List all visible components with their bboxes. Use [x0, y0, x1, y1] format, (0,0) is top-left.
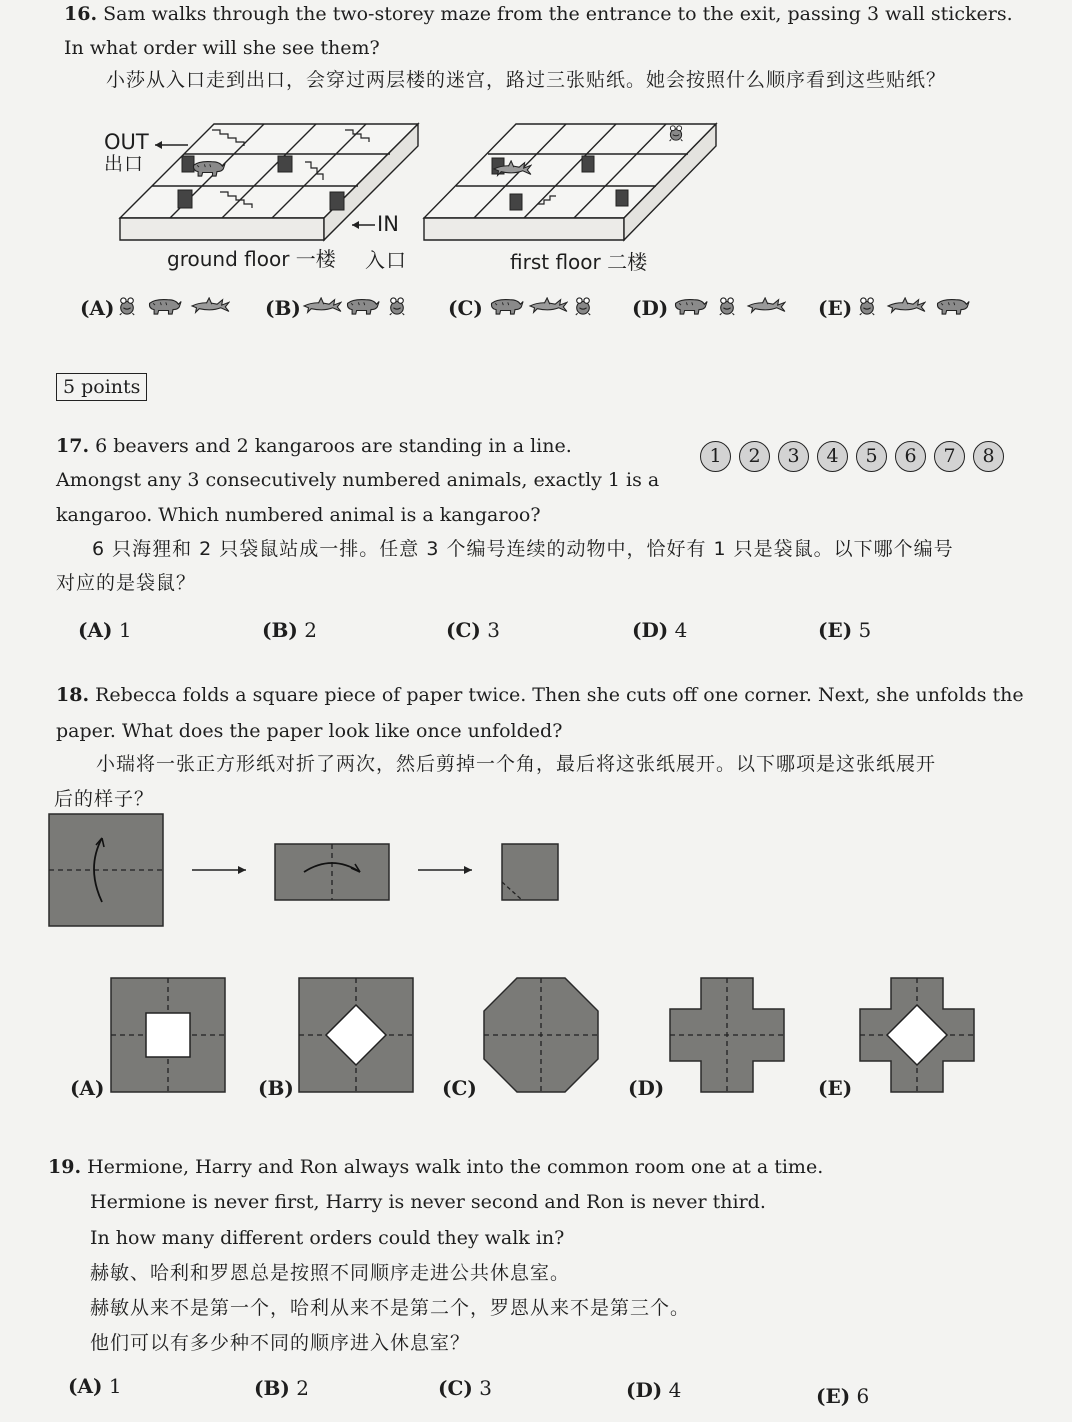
- q16-option-d-label: (D): [632, 296, 669, 320]
- q16-option-d[interactable]: [632, 298, 668, 318]
- q17-option-b-value: 2: [304, 618, 317, 642]
- ground-floor-label: ground floor 一楼: [167, 247, 336, 271]
- q17-option-c[interactable]: [446, 620, 500, 640]
- q17-line1: [56, 437, 572, 456]
- first-floor-label: first floor 二楼: [510, 250, 648, 274]
- out-label: OUT: [104, 130, 149, 154]
- q17-option-b-label: (B): [262, 618, 298, 642]
- in-label: IN: [377, 212, 399, 236]
- q17-number-circles: [700, 441, 1010, 475]
- q18-cn-line2: 后的样子？: [54, 788, 155, 810]
- shark-icon: [192, 298, 229, 312]
- rhino-icon: [675, 300, 707, 315]
- q19-option-c-value: 3: [479, 1376, 492, 1400]
- q16-option-e-label: (E): [818, 296, 853, 320]
- out-cn-label: 出口: [104, 153, 145, 175]
- frog-icon: [720, 298, 734, 315]
- first-floor-maze: [420, 118, 720, 246]
- q16-option-a[interactable]: [80, 298, 114, 318]
- q18-option-d[interactable]: (D): [628, 1076, 665, 1100]
- q17-option-b[interactable]: [262, 620, 317, 640]
- circle-7: 7: [934, 441, 965, 472]
- shark-icon: [748, 298, 785, 312]
- rhino-icon: [937, 300, 969, 315]
- q17-option-e-label: (E): [818, 618, 853, 642]
- rhino-icon: [149, 300, 181, 315]
- q19-cn-line1: 赫敏、哈利和罗恩总是按照不同顺序走进公共休息室。: [90, 1262, 571, 1284]
- q17-number: 17.: [56, 435, 90, 457]
- circle-6: 6: [895, 441, 926, 472]
- q19-option-d-value: 4: [668, 1378, 682, 1402]
- q19-option-b-value: 2: [296, 1376, 309, 1400]
- q19-option-a[interactable]: [68, 1376, 122, 1396]
- q16-option-a-label: (A): [80, 296, 115, 320]
- q17-option-a[interactable]: [78, 620, 132, 640]
- q18-figure-d: [667, 975, 787, 1095]
- q19-line1: [48, 1158, 823, 1177]
- q17-option-c-label: (C): [446, 618, 481, 642]
- q16-option-a-icons: [118, 294, 238, 320]
- frog-icon: [860, 298, 874, 315]
- q19-en-line3: In how many different orders could they walk in?: [90, 1227, 565, 1249]
- q16-option-e-icons: [858, 294, 978, 320]
- q16-number: 16.: [64, 3, 98, 25]
- circle-1: 1: [700, 441, 731, 472]
- q19-option-d[interactable]: [626, 1380, 681, 1400]
- q16-option-d-icons: [672, 294, 792, 320]
- q16-cn: 小莎从入口走到出口，会穿过两层楼的迷宫，路过三张贴纸。她会按照什么顺序看到这些贴纸？: [106, 69, 947, 91]
- rhino-icon: [491, 300, 523, 315]
- q19-cn-line2: 赫敏从来不是第一个，哈利从来不是第二个，罗恩从来不是第三个。: [90, 1297, 691, 1319]
- q18-figure-b: [296, 975, 416, 1095]
- q16-en-line1: Sam walks through the two-storey maze from the entrance to the exit, passing 3 wall stickers.: [103, 3, 1013, 25]
- q17-option-a-value: 1: [118, 618, 132, 642]
- q17-option-d-label: (D): [632, 618, 669, 642]
- q17-option-e[interactable]: [818, 620, 871, 640]
- q17-option-a-label: (A): [78, 618, 113, 642]
- shark-icon: [304, 298, 341, 312]
- q16-option-c-label: (C): [448, 296, 483, 320]
- q19-option-a-label: (A): [68, 1374, 103, 1398]
- q18-line1: [56, 686, 1024, 705]
- q16-option-e[interactable]: [818, 298, 852, 318]
- q18-figure-a: [108, 975, 228, 1095]
- q19-en-line2: Hermione is never first, Harry is never second and Ron is never third.: [90, 1191, 766, 1213]
- circle-3: 3: [778, 441, 809, 472]
- q16-option-b-label: (B): [265, 296, 301, 320]
- q17-cn-line2: 对应的是袋鼠？: [56, 572, 197, 594]
- q18-en-line2: paper. What does the paper look like once unfolded?: [56, 720, 563, 742]
- circle-2: 2: [739, 441, 770, 472]
- frog-icon: [390, 298, 404, 315]
- q19-option-e-label: (E): [816, 1384, 851, 1408]
- q19-option-e-value: 6: [856, 1384, 870, 1408]
- q18-option-a[interactable]: (A): [70, 1076, 105, 1100]
- q18-en-line1: Rebecca folds a square piece of paper twice. Then she cuts off one corner. Next, she unfolds the: [95, 684, 1024, 706]
- q18-option-c[interactable]: (C): [442, 1076, 477, 1100]
- q19-option-c-label: (C): [438, 1376, 473, 1400]
- q17-option-d[interactable]: [632, 620, 687, 640]
- q16-en-line2: In what order will she see them?: [64, 37, 380, 59]
- q16-option-b-icons: [302, 294, 422, 320]
- q19-option-d-label: (D): [626, 1378, 663, 1402]
- q19-option-e[interactable]: [816, 1386, 869, 1406]
- ground-floor-in-cn: 入口: [365, 248, 407, 272]
- q17-option-d-value: 4: [674, 618, 688, 642]
- q17-cn-line1: 6 只海狸和 2 只袋鼠站成一排。任意 3 个编号连续的动物中，恰好有 1 只是袋鼠。以下哪个编号: [92, 538, 954, 560]
- q16-option-c[interactable]: [448, 298, 483, 318]
- q17-en-line2: Amongst any 3 consecutively numbered animals, exactly 1 is a: [56, 469, 660, 491]
- circle-5: 5: [856, 441, 887, 472]
- q19-option-b-label: (B): [254, 1376, 290, 1400]
- frog-icon: [120, 298, 134, 315]
- q17-en-line1: 6 beavers and 2 kangaroos are standing in a line.: [95, 435, 572, 457]
- shark-icon: [530, 298, 567, 312]
- q17-option-c-value: 3: [487, 618, 500, 642]
- q18-figure-e: [857, 975, 977, 1095]
- q16-line1: [64, 5, 1013, 24]
- q18-option-e[interactable]: (E): [818, 1076, 853, 1100]
- q17-en-line3: kangaroo. Which numbered animal is a kangaroo?: [56, 504, 541, 526]
- points-box: 5 points: [56, 373, 147, 401]
- q19-option-a-value: 1: [108, 1374, 122, 1398]
- folding-sequence: [46, 810, 566, 932]
- circle-4: 4: [817, 441, 848, 472]
- circle-8: 8: [973, 441, 1004, 472]
- shark-icon: [888, 298, 925, 312]
- q19-option-b[interactable]: [254, 1378, 309, 1398]
- q19-number: 19.: [48, 1156, 82, 1178]
- q19-option-c[interactable]: [438, 1378, 492, 1398]
- q18-figure-c: [481, 975, 601, 1095]
- q19-en-line1: Hermione, Harry and Ron always walk into the common room one at a time.: [87, 1156, 824, 1178]
- q16-option-b[interactable]: [265, 298, 301, 318]
- frog-icon: [576, 298, 590, 315]
- q18-option-b[interactable]: (B): [258, 1076, 294, 1100]
- q16-option-c-icons: [488, 294, 608, 320]
- q19-cn-line3: 他们可以有多少种不同的顺序进入休息室？: [90, 1332, 471, 1354]
- q18-cn-line1: 小瑞将一张正方形纸对折了两次，然后剪掉一个角，最后将这张纸展开。以下哪项是这张纸展开: [96, 753, 937, 775]
- q18-number: 18.: [56, 684, 90, 706]
- q17-option-e-value: 5: [858, 618, 872, 642]
- rhino-icon: [347, 300, 379, 315]
